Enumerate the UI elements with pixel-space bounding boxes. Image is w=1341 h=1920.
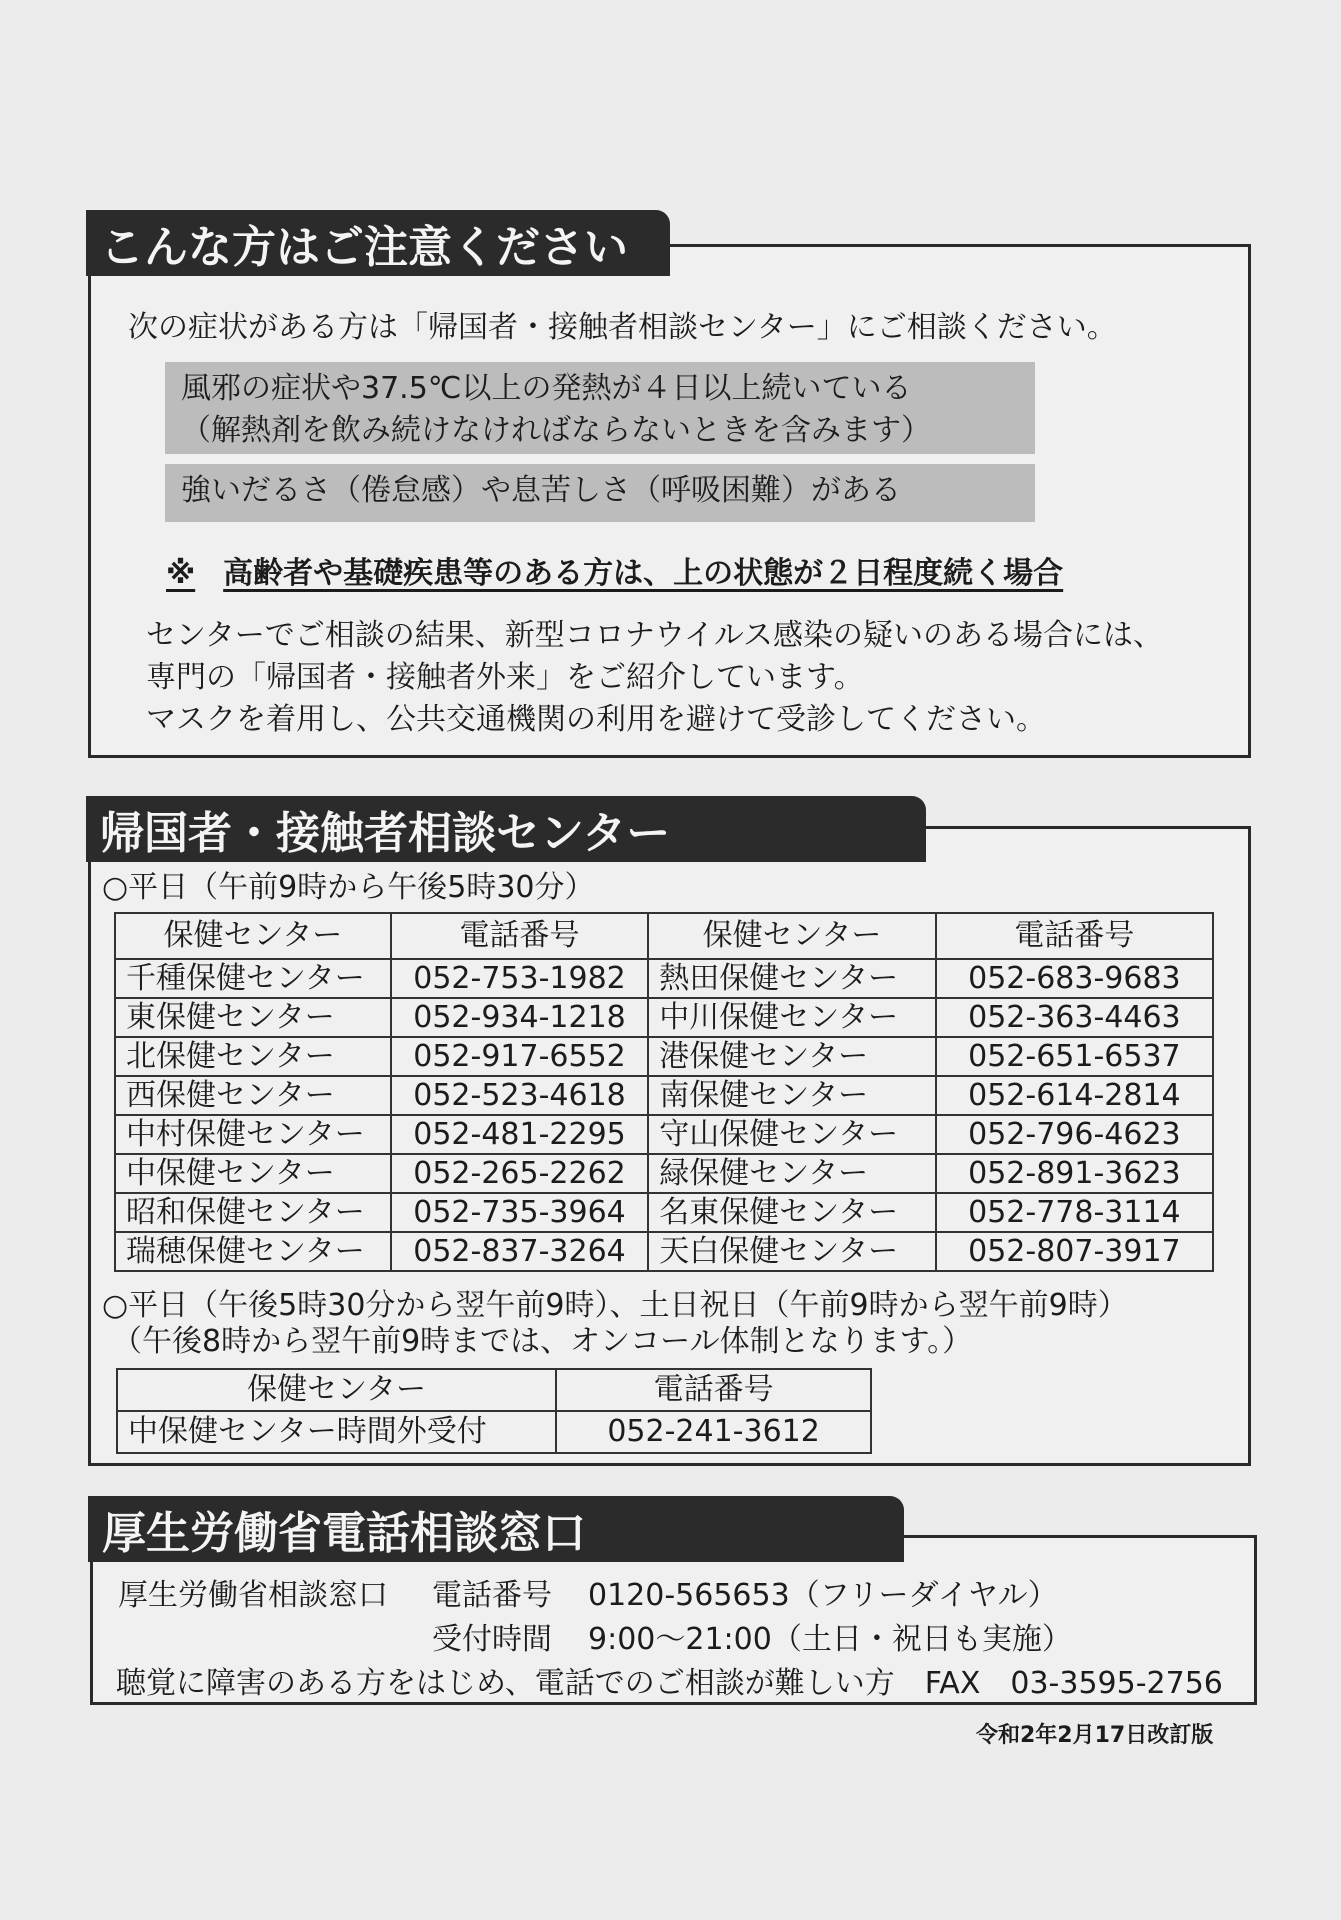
symptom-1-line2: （解熱剤を飲み続けなければならないときを含みます） xyxy=(181,413,931,448)
center-phone: 052-481-2295 xyxy=(391,1115,649,1154)
center-name: 熱田保健センター xyxy=(648,959,936,998)
center-phone: 052-807-3917 xyxy=(936,1232,1213,1271)
center-name: 南保健センター xyxy=(648,1076,936,1115)
after-center-phone: 052-241-3612 xyxy=(556,1411,871,1453)
after-hours-note: （午後8時から翌午前9時までは、オンコール体制となります。） xyxy=(112,1324,973,1359)
center-table-header xyxy=(115,913,1213,959)
note-text: 高齢者や基礎疾患等のある方は、上の状態が２日程度続く場合 xyxy=(223,556,1064,591)
caution-para-line3: マスクを着用し、公共交通機関の利用を避けて受診してください。 xyxy=(146,702,1046,737)
after-header-phone: 電話番号 xyxy=(556,1369,871,1411)
table-row xyxy=(115,1193,1213,1232)
caution-title: こんな方はご注意ください xyxy=(86,210,670,276)
after-center-name: 中保健センター時間外受付 xyxy=(117,1411,556,1453)
center-name: 中川保健センター xyxy=(648,998,936,1037)
center-name: 天白保健センター xyxy=(648,1232,936,1271)
center-name: 東保健センター xyxy=(115,998,391,1037)
center-phone: 052-837-3264 xyxy=(391,1232,649,1271)
center-name: 西保健センター xyxy=(115,1076,391,1115)
center-phone: 052-917-6552 xyxy=(391,1037,649,1076)
center-name: 瑞穂保健センター xyxy=(115,1232,391,1271)
table-row xyxy=(115,1154,1213,1193)
center-phone: 052-778-3114 xyxy=(936,1193,1213,1232)
center-phone: 052-683-9683 xyxy=(936,959,1213,998)
mhlw-fax-line: 聴覚に障害のある方をはじめ、電話でのご相談が難しい方 FAX 03-3595-2756 xyxy=(116,1666,1223,1701)
center-name: 中村保健センター xyxy=(115,1115,391,1154)
caution-para-line1: センターでご相談の結果、新型コロナウイルス感染の疑いのある場合には、 xyxy=(146,618,1163,653)
center-name: 港保健センター xyxy=(648,1037,936,1076)
elderly-note xyxy=(166,548,1063,592)
center-phone: 052-796-4623 xyxy=(936,1115,1213,1154)
mhlw-hours-label: 受付時間 xyxy=(432,1622,552,1657)
center-phone: 052-651-6537 xyxy=(936,1037,1213,1076)
center-phone: 052-934-1218 xyxy=(391,998,649,1037)
symptom-2 xyxy=(165,464,1035,522)
symptom-1-line1: 風邪の症状や37.5℃以上の発熱が４日以上続いている xyxy=(181,371,912,406)
weekday-label: ○平日（午前9時から午後5時30分） xyxy=(102,870,595,905)
header-center-1: 保健センター xyxy=(115,913,391,959)
header-center-2: 保健センター xyxy=(648,913,936,959)
center-phone-table xyxy=(114,912,1214,1272)
mhlw-phone-label: 電話番号 xyxy=(432,1578,552,1613)
center-title: 帰国者・接触者相談センター xyxy=(86,796,926,862)
mhlw-desk: 厚生労働省相談窓口 xyxy=(118,1578,388,1613)
symptom-1 xyxy=(165,362,1035,454)
after-hours-table xyxy=(116,1368,872,1454)
revision-date: 令和2年2月17日改訂版 xyxy=(976,1723,1214,1748)
symptom-2-text: 強いだるさ（倦怠感）や息苦しさ（呼吸困難）がある xyxy=(181,473,901,508)
center-name: 中保健センター xyxy=(115,1154,391,1193)
mhlw-phone-value: 0120-565653（フリーダイヤル） xyxy=(588,1578,1058,1613)
table-row xyxy=(115,959,1213,998)
header-phone-2: 電話番号 xyxy=(936,913,1213,959)
after-header-center: 保健センター xyxy=(117,1369,556,1411)
center-phone: 052-614-2814 xyxy=(936,1076,1213,1115)
table-row xyxy=(115,1037,1213,1076)
center-phone: 052-363-4463 xyxy=(936,998,1213,1037)
center-name: 緑保健センター xyxy=(648,1154,936,1193)
header-phone-1: 電話番号 xyxy=(391,913,649,959)
center-name: 千種保健センター xyxy=(115,959,391,998)
table-row xyxy=(115,1076,1213,1115)
table-row xyxy=(115,1232,1213,1271)
center-phone: 052-523-4618 xyxy=(391,1076,649,1115)
caution-para-line2: 専門の「帰国者・接触者外来」をご紹介しています。 xyxy=(146,660,864,695)
center-name: 北保健センター xyxy=(115,1037,391,1076)
center-phone: 052-753-1982 xyxy=(391,959,649,998)
note-mark: ※ xyxy=(166,556,196,591)
mhlw-title: 厚生労働省電話相談窓口 xyxy=(88,1496,904,1562)
table-row xyxy=(115,998,1213,1037)
after-hours-label: ○平日（午後5時30分から翌午前9時）、土日祝日（午前9時から翌午前9時） xyxy=(102,1288,1128,1323)
mhlw-hours-value: 9:00～21:00（土日・祝日も実施） xyxy=(588,1622,1072,1657)
table-row xyxy=(117,1411,871,1453)
after-hours-header xyxy=(117,1369,871,1411)
center-phone: 052-735-3964 xyxy=(391,1193,649,1232)
center-name: 名東保健センター xyxy=(648,1193,936,1232)
center-phone: 052-891-3623 xyxy=(936,1154,1213,1193)
center-name: 守山保健センター xyxy=(648,1115,936,1154)
table-row xyxy=(115,1115,1213,1154)
center-name: 昭和保健センター xyxy=(115,1193,391,1232)
caution-intro: 次の症状がある方は「帰国者・接触者相談センター」にご相談ください。 xyxy=(128,310,1117,345)
center-phone: 052-265-2262 xyxy=(391,1154,649,1193)
